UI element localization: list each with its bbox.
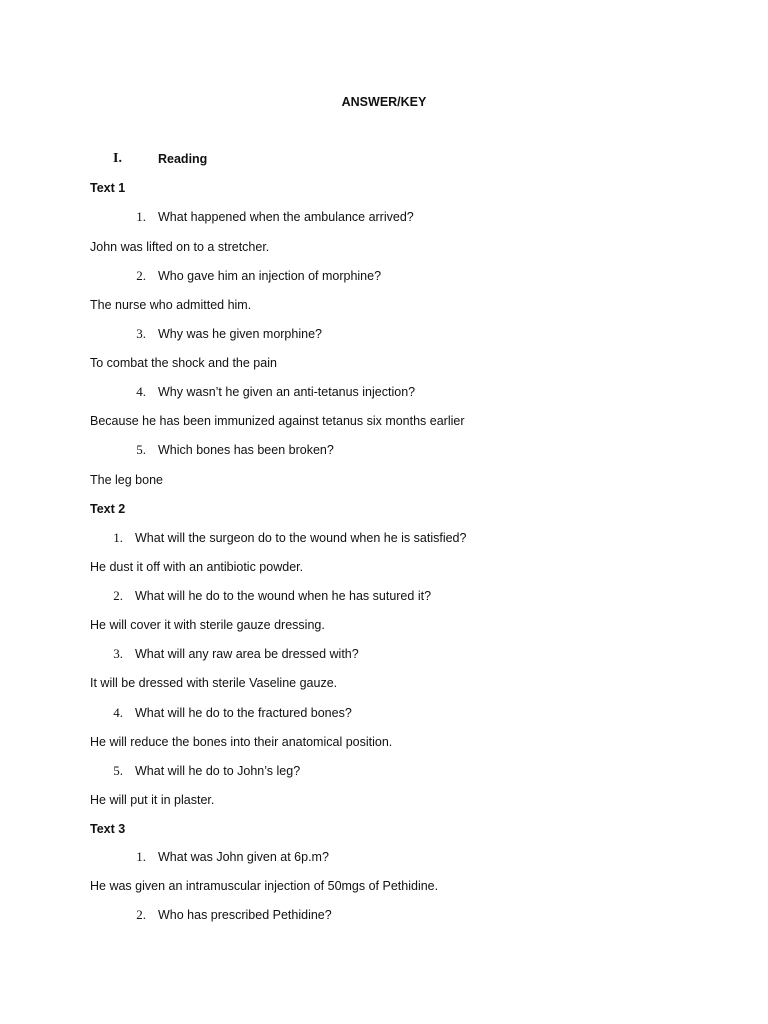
text1-q4-answer: Because he has been immunized against tetanus six months earlier bbox=[90, 414, 465, 428]
text1-q5-answer: The leg bone bbox=[90, 473, 163, 487]
text1-q1-question: What happened when the ambulance arrived? bbox=[158, 210, 414, 224]
text3-q1-number: 1. bbox=[136, 849, 146, 864]
text1-q4-question: Why wasn’t he given an anti-tetanus injection? bbox=[158, 385, 416, 399]
text1-q2-question: Who gave him an injection of morphine? bbox=[158, 269, 382, 283]
text1-label: Text 1 bbox=[90, 181, 126, 195]
text2-q4-answer: He will reduce the bones into their anatomical position. bbox=[90, 735, 393, 749]
text2-q2-answer: He will cover it with sterile gauze dressing. bbox=[90, 618, 325, 632]
text3-q2-question: Who has prescribed Pethidine? bbox=[158, 908, 332, 922]
text1-q1-answer: John was lifted on to a stretcher. bbox=[90, 240, 270, 254]
text2-q5-question: What will he do to John’s leg? bbox=[135, 764, 301, 778]
text1-q5-question: Which bones has been broken? bbox=[158, 443, 334, 457]
text1-q1-number: 1. bbox=[136, 209, 146, 224]
text2-q1-answer: He dust it off with an antibiotic powder. bbox=[90, 560, 304, 574]
text3-q1-question: What was John given at 6p.m? bbox=[158, 850, 329, 864]
section-number: I. bbox=[113, 151, 122, 166]
text1-q2-number: 2. bbox=[136, 268, 146, 283]
text2-q4-question: What will he do to the fractured bones? bbox=[135, 706, 352, 720]
text2-q1-question: What will the surgeon do to the wound when he is satisfied? bbox=[135, 531, 467, 545]
text2-q5-answer: He will put it in plaster. bbox=[90, 793, 215, 807]
text2-q2-number: 2. bbox=[113, 588, 123, 603]
text3-q2-number: 2. bbox=[136, 907, 146, 922]
text1-q3-answer: To combat the shock and the pain bbox=[90, 356, 277, 370]
text1-q3-question: Why was he given morphine? bbox=[158, 327, 322, 341]
text2-q4-number: 4. bbox=[113, 705, 123, 720]
text3-q1-answer: He was given an intramuscular injection of 50mgs of Pethidine. bbox=[90, 879, 439, 893]
text2-q3-question: What will any raw area be dressed with? bbox=[135, 647, 359, 661]
text2-label: Text 2 bbox=[90, 502, 126, 516]
text1-q3-number: 3. bbox=[136, 326, 146, 341]
text3-label: Text 3 bbox=[90, 822, 126, 836]
text2-q3-answer: It will be dressed with sterile Vaseline gauze. bbox=[90, 676, 338, 690]
text2-q5-number: 5. bbox=[113, 763, 123, 778]
text2-q1-number: 1. bbox=[113, 530, 123, 545]
text1-q2-answer: The nurse who admitted him. bbox=[90, 298, 252, 312]
text1-q4-number: 4. bbox=[136, 384, 146, 399]
section-title: Reading bbox=[158, 152, 208, 166]
text2-q2-question: What will he do to the wound when he has sutured it? bbox=[135, 589, 432, 603]
text2-q3-number: 3. bbox=[113, 646, 123, 661]
text1-q5-number: 5. bbox=[136, 442, 146, 457]
document-title: ANSWER/KEY bbox=[341, 95, 427, 109]
